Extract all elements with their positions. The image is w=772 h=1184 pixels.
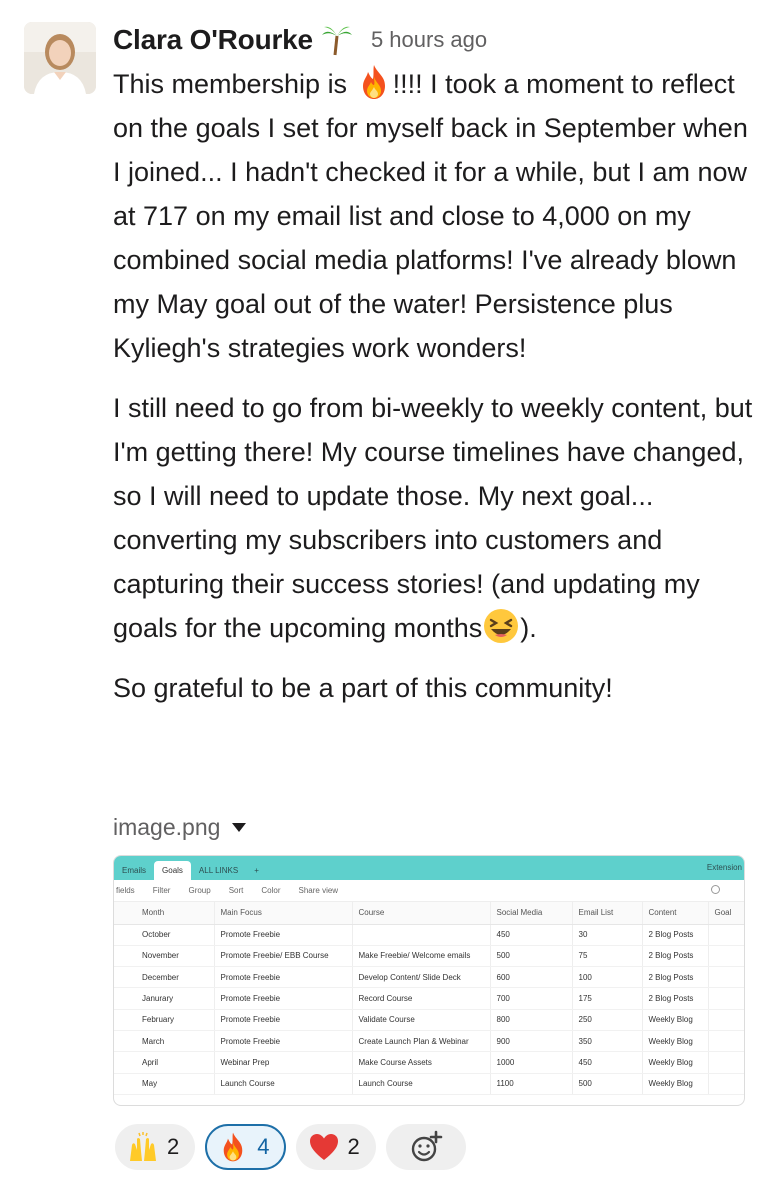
table-cell: Develop Content/ Slide Deck (352, 967, 490, 988)
table-cell: 2 Blog Posts (642, 945, 708, 966)
table-cell: April (114, 1052, 214, 1073)
table-cell: Promote Freebie (214, 988, 352, 1009)
message-header (113, 18, 487, 62)
toolbar-filter: Filter (152, 886, 171, 895)
table-cell: 30 (572, 924, 642, 945)
search-icon (711, 885, 720, 894)
table-cell: Record Course (352, 988, 490, 1009)
airtable-toolbar (114, 880, 744, 902)
table-cell (708, 1052, 745, 1073)
table-cell: 900 (490, 1030, 572, 1051)
table-cell (708, 945, 745, 966)
reaction-raised-hands[interactable] (115, 1124, 195, 1170)
table-row (114, 1030, 745, 1051)
table-cell: 600 (490, 967, 572, 988)
tab-emails: Emails (122, 866, 147, 875)
table-cell: Weekly Blog (642, 1030, 708, 1051)
table-cell: 1100 (490, 1073, 572, 1094)
message-paragraph (113, 62, 758, 370)
message-paragraph (113, 386, 758, 650)
file-name[interactable]: image.png (113, 813, 221, 840)
table-cell: Promote Freebie/ EBB Course (214, 945, 352, 966)
collapse-caret-icon[interactable] (232, 823, 246, 832)
message-body (113, 62, 758, 726)
paragraph-text: This membership is (113, 69, 355, 99)
table-cell: Weekly Blog (642, 1009, 708, 1030)
table-cell: Make Freebie/ Welcome emails (352, 945, 490, 966)
table-cell: 800 (490, 1009, 572, 1030)
table-header-row (114, 902, 745, 924)
palm-tree-icon (321, 24, 353, 56)
reaction-count: 4 (257, 1134, 270, 1159)
table-cell: 1000 (490, 1052, 572, 1073)
message-paragraph: So grateful to be a part of this community! (113, 673, 613, 703)
table-cell: 450 (490, 924, 572, 945)
reactions-bar (115, 1124, 466, 1170)
table-cell: Promote Freebie (214, 967, 352, 988)
raised-hands-icon (127, 1131, 159, 1163)
airtable-tabbar (114, 856, 744, 880)
table-cell: March (114, 1030, 214, 1051)
table-cell: 100 (572, 967, 642, 988)
table-cell: 2 Blog Posts (642, 924, 708, 945)
table-body (114, 924, 745, 1094)
paragraph-text: !!!! I took a moment to reflect on the goals I set for myself back in September when I joined... I hadn't checked it for a while, but I am now at 717 on my email list and close to 4,000 on my combined social media platforms! I've already blown my May goal out of the water! Persistence plus Kyliegh's strategies work wonders! (113, 69, 748, 363)
table-cell: Launch Course (214, 1073, 352, 1094)
paragraph-text: ). (520, 613, 537, 643)
table-row (114, 945, 745, 966)
toolbar-color: Color (261, 886, 281, 895)
table-cell (708, 988, 745, 1009)
column-header: Month (114, 902, 214, 924)
fire-emoji-icon (355, 63, 393, 101)
column-header: Email List (572, 902, 642, 924)
reaction-heart[interactable] (296, 1124, 376, 1170)
column-header: Content (642, 902, 708, 924)
table-cell: 175 (572, 988, 642, 1009)
table-cell: May (114, 1073, 214, 1094)
table-cell (708, 1073, 745, 1094)
column-header: Course (352, 902, 490, 924)
table-cell: February (114, 1009, 214, 1030)
tab-goals: Goals (154, 861, 191, 880)
table-cell: Launch Course (352, 1073, 490, 1094)
table-row (114, 1073, 745, 1094)
table-cell (352, 924, 490, 945)
table-cell: 500 (572, 1073, 642, 1094)
table-cell: Promote Freebie (214, 924, 352, 945)
table-cell: Promote Freebie (214, 1009, 352, 1030)
toolbar-share-view: Share view (298, 886, 339, 895)
table-cell: Webinar Prep (214, 1052, 352, 1073)
table-cell: 2 Blog Posts (642, 988, 708, 1009)
tab-all-links: ALL LINKS (198, 866, 239, 875)
table-cell: 250 (572, 1009, 642, 1030)
table-cell: October (114, 924, 214, 945)
reaction-fire[interactable] (205, 1124, 285, 1170)
toolbar-sort: Sort (228, 886, 244, 895)
table-cell: 700 (490, 988, 572, 1009)
extensions-label: Extension (706, 863, 742, 872)
toolbar-group: Group (188, 886, 211, 895)
table-cell: November (114, 945, 214, 966)
table-cell: Janurary (114, 988, 214, 1009)
attachment-header (113, 810, 246, 844)
table-cell: December (114, 967, 214, 988)
table-cell: Validate Course (352, 1009, 490, 1030)
table-cell (708, 1009, 745, 1030)
table-cell: Weekly Blog (642, 1073, 708, 1094)
avatar-photo (24, 22, 96, 94)
table-cell: 500 (490, 945, 572, 966)
table-row (114, 1052, 745, 1073)
toolbar-fields: fields (116, 886, 135, 895)
column-header: Main Focus (214, 902, 352, 924)
reaction-count: 2 (347, 1134, 360, 1159)
table-cell (708, 967, 745, 988)
avatar[interactable] (24, 22, 96, 94)
table-row (114, 924, 745, 945)
column-header: Goal (708, 902, 745, 924)
red-heart-icon (308, 1131, 340, 1163)
table-cell (708, 1030, 745, 1051)
table-cell: Weekly Blog (642, 1052, 708, 1073)
reaction-count: 2 (167, 1134, 180, 1159)
table-cell: 2 Blog Posts (642, 967, 708, 988)
paragraph-text: I still need to go from bi-weekly to weekly content, but I'm getting there! My course timelines have changed, so I will need to update those. My next goal... converting my subscribers into customers and capturing their success stories! (and updating my goals for the upcoming months (113, 393, 753, 643)
add-reaction-button[interactable] (386, 1124, 466, 1170)
table-row (114, 1009, 745, 1030)
table-cell: 350 (572, 1030, 642, 1051)
table-row (114, 967, 745, 988)
table-row (114, 988, 745, 1009)
add-tab-icon: + (254, 866, 259, 875)
fire-icon (217, 1131, 249, 1163)
table-cell: 75 (572, 945, 642, 966)
table-cell: Promote Freebie (214, 1030, 352, 1051)
table-cell (708, 924, 745, 945)
table-cell: Make Course Assets (352, 1052, 490, 1073)
add-emoji-icon (409, 1130, 443, 1164)
laughing-emoji-icon (482, 607, 520, 645)
column-header: Social Media (490, 902, 572, 924)
table-cell: 450 (572, 1052, 642, 1073)
author-name[interactable]: Clara O'Rourke (113, 24, 313, 55)
message-timestamp[interactable]: 5 hours ago (370, 27, 488, 52)
goals-table (114, 902, 745, 1095)
table-cell: Create Launch Plan & Webinar (352, 1030, 490, 1051)
image-attachment[interactable] (113, 855, 745, 1106)
